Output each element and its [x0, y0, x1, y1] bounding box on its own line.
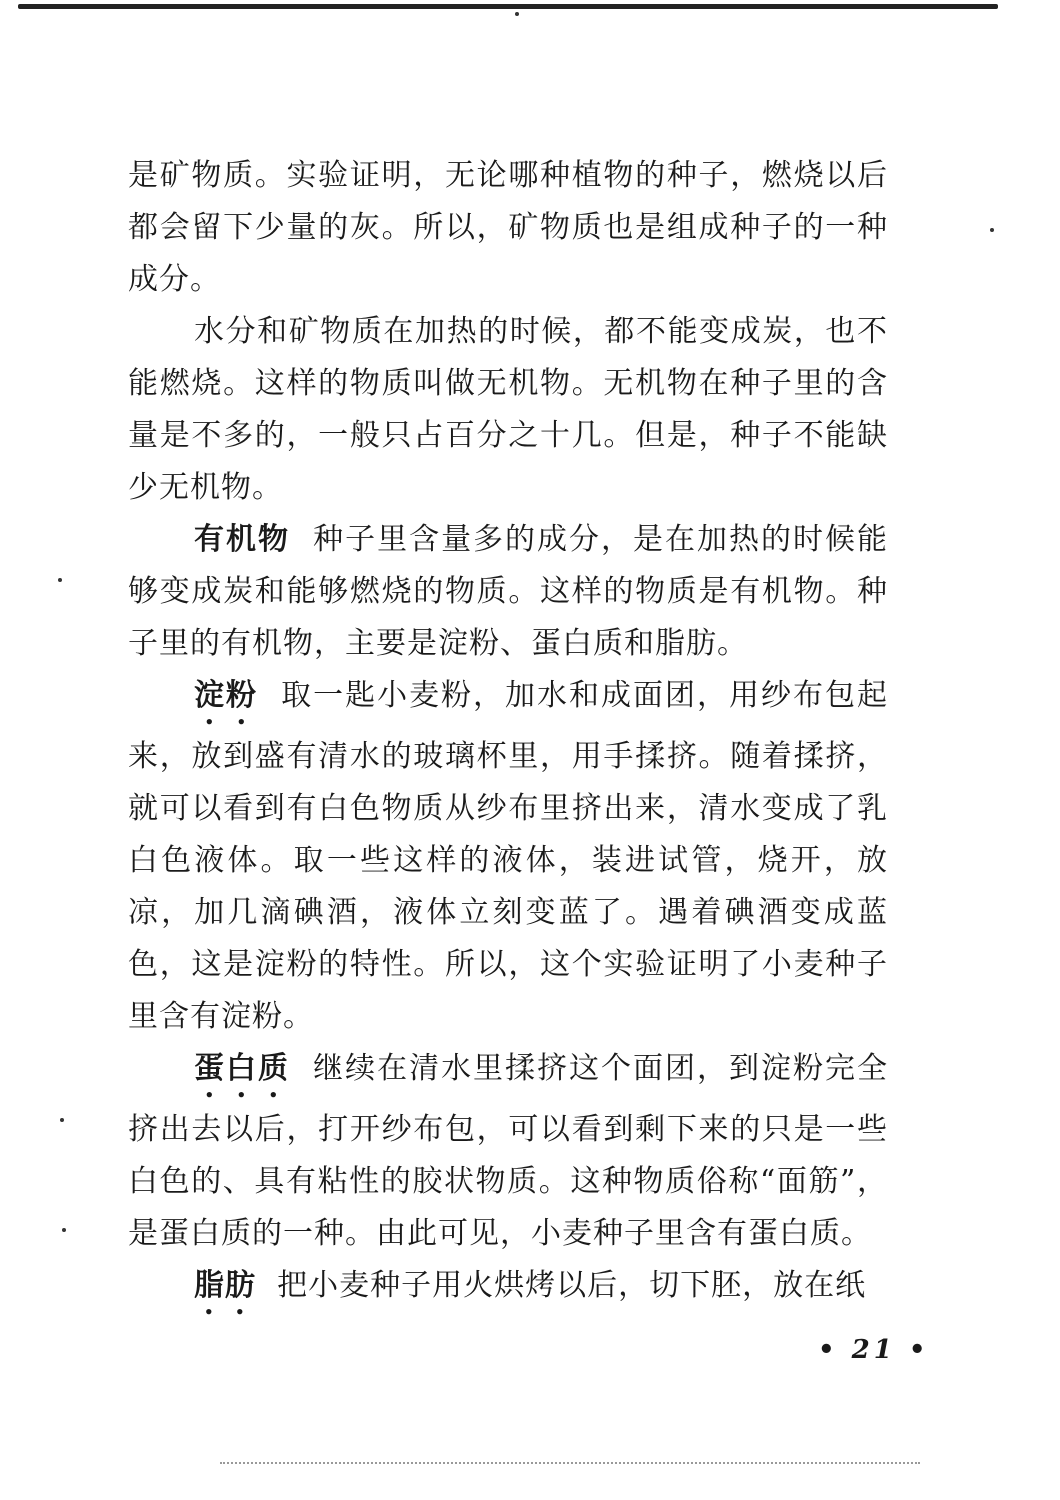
page-top-rule: [18, 4, 998, 9]
scan-speck: [990, 228, 994, 232]
paragraph-fat: [128, 1260, 888, 1321]
section-heading-starch: 淀粉: [194, 678, 258, 713]
paragraph-2: [128, 306, 888, 514]
scan-noise: [220, 1462, 920, 1466]
paragraph-text: 把小麦种子用火烘烤以后，切下胚，放在纸: [277, 1268, 867, 1303]
paragraph-text: 继续在清水里揉挤这个面团，到淀粉完全挤出去以后，打开纱布包，可以看到剩下来的只是一些白色的、具有粘性的胶状物质。这种物质俗称“面筋”，是蛋白质的一种。由此可见，小麦种子里含有蛋白质。: [128, 1051, 889, 1251]
paragraph-text: 是矿物质。实验证明，无论哪种植物的种子，燃烧以后都会留下少量的灰。所以，矿物质也是组成种子的一种成分。: [128, 158, 888, 297]
paragraph-1: [128, 150, 888, 306]
paragraph-text: 种子里含量多的成分，是在加热的时候能够变成炭和能够燃烧的物质。这样的物质是有机物。种子里的有机物，主要是淀粉、蛋白质和脂肪。: [128, 522, 889, 661]
paragraph-protein: [128, 1043, 888, 1260]
scan-speck: [515, 12, 519, 16]
page-body: [128, 150, 888, 1321]
paragraph-text: 水分和矿物质在加热的时候，都不能变成炭，也不能燃烧。这样的物质叫做无机物。无机物在种子里的含量是不多的，一般只占百分之十几。但是，种子不能缺少无机物。: [128, 314, 888, 505]
section-heading-protein: 蛋白质: [194, 1051, 290, 1086]
section-heading-fat: 脂肪: [194, 1268, 256, 1303]
page-number: • 21 •: [818, 1335, 930, 1365]
paragraph-starch: [128, 670, 888, 1043]
paragraph-text: 取一匙小麦粉，加水和成面团，用纱布包起来，放到盛有清水的玻璃杯里，用手揉挤。随着揉挤，就可以看到有白色物质从纱布里挤出来，清水变成了乳白色液体。取一些这样的液体，装进试管，烧开，放凉，加几滴碘酒，液体立刻变蓝了。遇着碘酒变成蓝色，这是淀粉的特性。所以，这个实验证明了小麦种子里含有淀粉。: [128, 678, 889, 1034]
scan-speck: [58, 578, 62, 582]
scan-speck: [60, 1118, 64, 1122]
section-heading-organic: 有机物: [194, 522, 290, 557]
paragraph-organic: [128, 514, 888, 670]
scan-speck: [62, 1228, 66, 1232]
